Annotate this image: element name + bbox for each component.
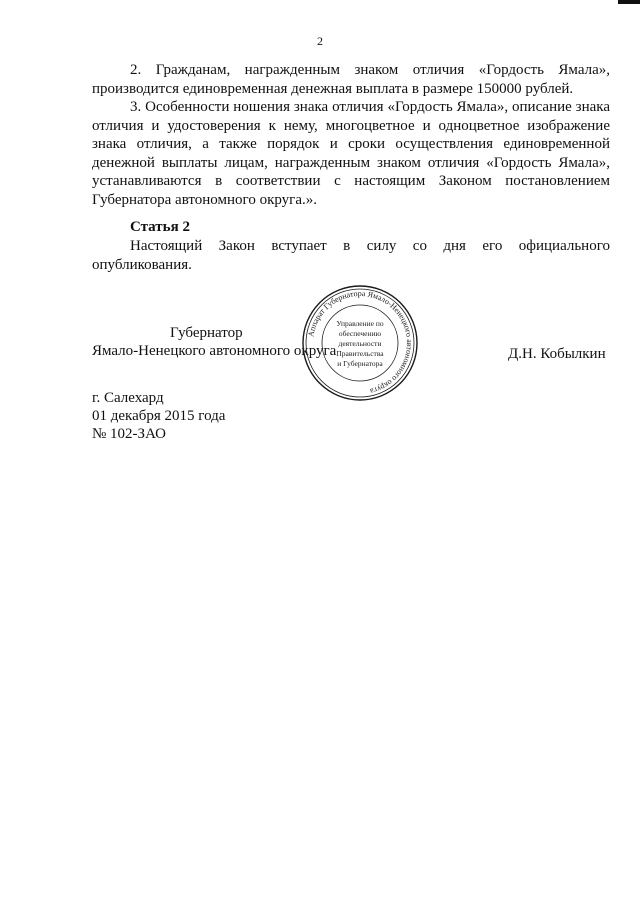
paragraph-item-2: 2. Гражданам, награжденным знаком отличия «Гордость Ямала», производится единовременная денежная выплата в размере 150000 рублей.: [92, 62, 610, 97]
scan-corner-mark: [618, 0, 640, 4]
article-2-heading: Статья 2: [130, 219, 190, 235]
official-seal: [300, 283, 420, 403]
signatory-name: Д.Н. Кобылкин: [508, 346, 606, 362]
article-2-text: Настоящий Закон вступает в силу со дня его официального опубликования.: [92, 238, 610, 273]
law-number: № 102-ЗАО: [92, 426, 166, 442]
signatory-region: Ямало-Ненецкого автономного округа: [92, 343, 337, 359]
page-number: 2: [317, 34, 323, 48]
seal-center-line: обеспечению: [338, 329, 382, 338]
signing-place: г. Салехард: [92, 390, 164, 406]
seal-center-line: и Губернатора: [337, 359, 383, 368]
seal-center-line: Правительства: [336, 349, 384, 358]
paragraph-item-3: 3. Особенности ношения знака отличия «Гордость Ямала», описание знака отличия и удостоверения к нему, многоцветное и одноцветное изображение знака отличия, а также порядок и сроки осуществления единовременной денежной выплаты лицам, награжденным знаком отличия «Гордость Ямала», устанавливаются в соответствии с настоящим Законом постановлением Губернатора автономного округа.».: [92, 99, 610, 208]
signatory-title: Губернатор: [170, 325, 243, 341]
seal-center-line: деятельности: [338, 339, 382, 348]
seal-ring-text: Аппарат Губернатора Ямало-Ненецкого автономного округа: [306, 288, 415, 396]
signing-date: 01 декабря 2015 года: [92, 408, 226, 424]
seal-center-line: Управление по: [336, 319, 384, 328]
